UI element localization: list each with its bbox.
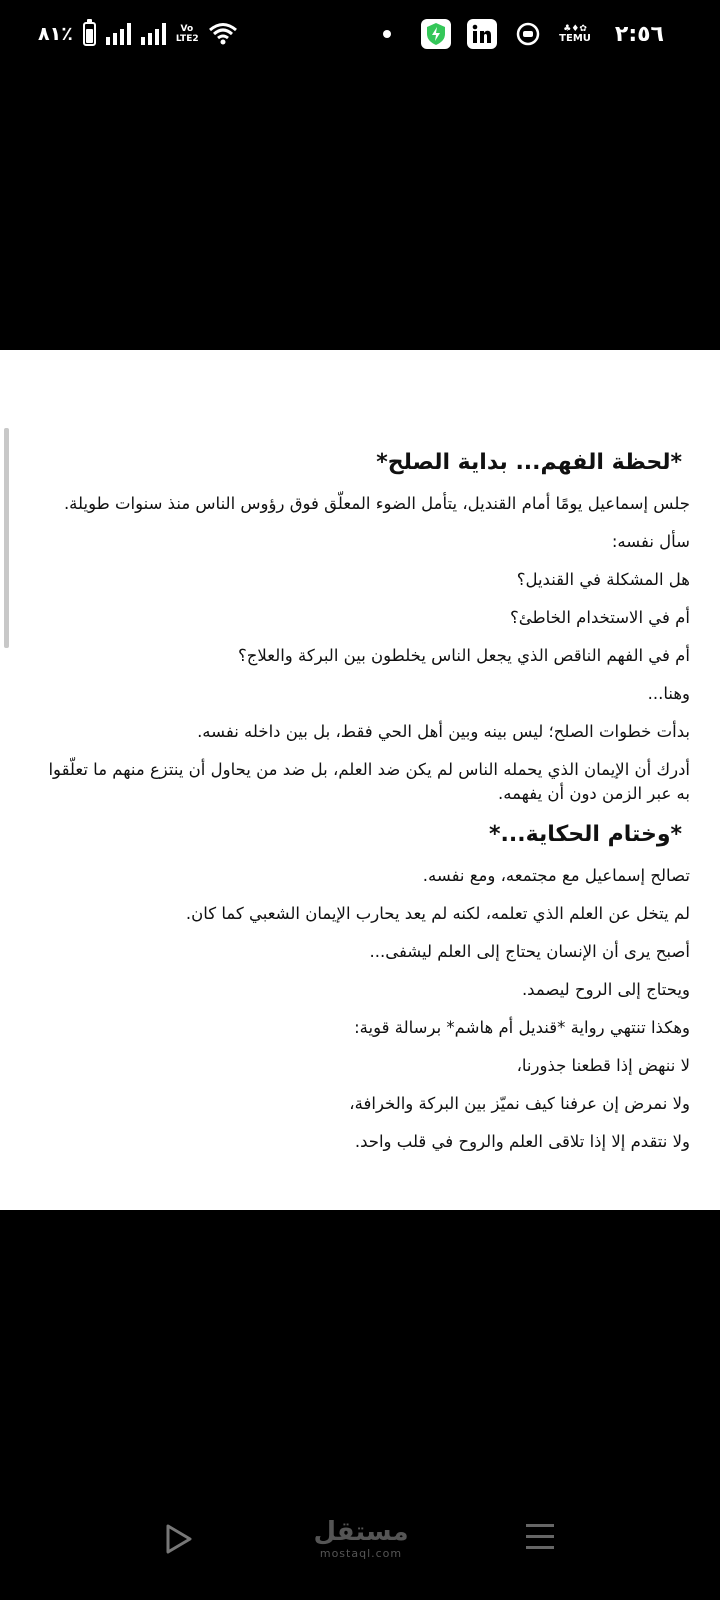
volte-icon: Vo LTE2 — [175, 24, 199, 44]
paragraph: لم يتخل عن العلم الذي تعلمه، لكنه لم يعد يحارب الإيمان الشعبي كما كان. — [185, 904, 690, 923]
linkedin-icon — [467, 19, 497, 49]
status-right-group — [383, 14, 664, 54]
menu-icon[interactable] — [526, 1524, 554, 1550]
article-panel[interactable] — [0, 350, 720, 1210]
signal-icon-2 — [141, 23, 166, 45]
temu-icon: ♣♦✿ TEMU — [559, 24, 591, 44]
section-heading-understanding: *لحظة الفهم... بداية الصلح* — [376, 450, 682, 475]
chat-app-icon — [513, 19, 543, 49]
paragraph: ويحتاج إلى الروح ليصمد. — [521, 980, 690, 999]
paragraph: تصالح إسماعيل مع مجتمعه، ومع نفسه. — [422, 866, 690, 885]
shield-app-icon — [421, 19, 451, 49]
signal-icon — [106, 23, 131, 45]
wifi-icon — [208, 21, 238, 47]
paragraph: هل المشكلة في القنديل؟ — [516, 570, 690, 589]
paragraph: وهكذا تنتهي رواية *قنديل أم هاشم* برسالة قوية: — [354, 1018, 690, 1037]
scrollbar-thumb[interactable] — [4, 428, 9, 648]
paragraph: أم في الاستخدام الخاطئ؟ — [509, 608, 690, 627]
paragraph: أصبح يرى أن الإنسان يحتاج إلى العلم ليشفى... — [369, 942, 690, 961]
paragraph: سأل نفسه: — [611, 532, 690, 551]
home-logo-button[interactable] — [306, 1516, 416, 1568]
section-heading-ending: *وختام الحكاية...* — [489, 822, 682, 847]
clock: ٢:٥٦ — [614, 21, 664, 47]
notification-dot-icon — [383, 30, 391, 38]
paragraph: جلس إسماعيل يومًا أمام القنديل، يتأمل الضوء المعلّق فوق رؤوس الناس منذ سنوات طويلة. — [63, 494, 690, 513]
paragraph: ولا نمرض إن عرفنا كيف نميّز بين البركة والخرافة، — [349, 1094, 690, 1113]
paragraph: ولا نتقدم إلا إذا تلاقى العلم والروح في قلب واحد. — [354, 1132, 690, 1151]
paragraph: أم في الفهم الناقص الذي يجعل الناس يخلطون بين البركة والعلاج؟ — [237, 646, 690, 665]
battery-percentage: ٨١٪ — [38, 23, 73, 45]
play-back-icon[interactable] — [160, 1521, 196, 1557]
navigation-bar — [0, 1500, 720, 1600]
paragraph: لا ننهض إذا قطعنا جذورنا، — [516, 1056, 690, 1075]
paragraph: بدأت خطوات الصلح؛ ليس بينه وبين أهل الحي فقط، بل بين داخله نفسه. — [197, 722, 690, 741]
battery-icon — [83, 22, 96, 46]
mostaql-logo: مستقل — [313, 1517, 409, 1547]
mostaql-logo-url: mostaql.com — [319, 1547, 403, 1560]
status-left-group — [38, 14, 238, 54]
status-bar — [0, 0, 720, 66]
article-content — [48, 448, 690, 1168]
paragraph: أدرك أن الإيمان الذي يحمله الناس لم يكن ضد العلم، بل ضد من يحاول أن ينتزع منهم ما تعلّقوا به عبر الزمن دون أن يفهمه. — [48, 760, 690, 803]
paragraph: وهنا... — [647, 684, 690, 703]
